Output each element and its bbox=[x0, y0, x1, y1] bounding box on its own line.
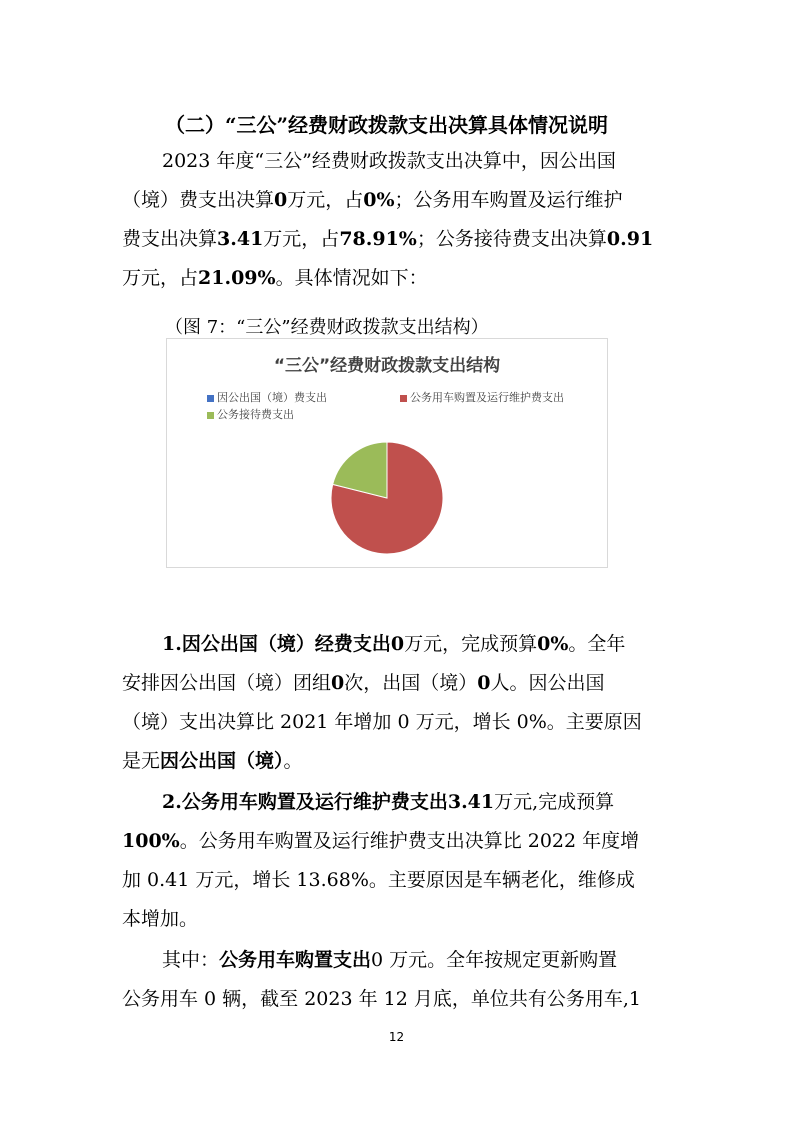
p1-text: 。全年 bbox=[568, 633, 626, 655]
intro-text: ；公务接待费支出决算 bbox=[416, 228, 607, 250]
p2-text: 。公务用车购置及运行维护费支出决算比 2022 年度增 bbox=[179, 830, 640, 852]
p1-text: 安排因公出国（境）团组 bbox=[122, 672, 332, 694]
p1-text: 人。因公出国 bbox=[490, 672, 605, 694]
p1-text: （境）支出决算比 2021 年增加 0 万元，增长 0%。主要原因 bbox=[122, 711, 642, 733]
p1-line-4 bbox=[122, 749, 674, 773]
intro-text: 。具体情况如下： bbox=[275, 267, 428, 289]
intro-value: 3.41 bbox=[217, 228, 264, 250]
p1-emphasis: 因公出国（境） bbox=[160, 750, 284, 772]
p2-text: 本增加。 bbox=[122, 908, 199, 930]
intro-text: 万元，占 bbox=[287, 189, 364, 211]
p2-text: 加 0.41 万元，增长 13.68%。主要原因是车辆老化，维修成 bbox=[122, 869, 635, 891]
p1-line-1 bbox=[162, 632, 674, 656]
p2-value: 100% bbox=[122, 830, 180, 852]
p1-heading: 1.因公出国（境）经费支出 bbox=[162, 633, 391, 655]
p2-text: 万元,完成预算 bbox=[494, 791, 615, 813]
p1-text: 是无 bbox=[122, 750, 161, 772]
section-heading: （二）“三公”经费财政拨款支出决算具体情况说明 bbox=[165, 113, 609, 137]
p1-value: 0 bbox=[331, 672, 345, 694]
p3-text: 其中： bbox=[162, 949, 220, 971]
intro-line-3 bbox=[122, 227, 674, 251]
p2-line-3 bbox=[122, 868, 674, 892]
intro-value: 21.09% bbox=[198, 267, 276, 289]
legend-label: 公务用车购置及运行维护费支出 bbox=[410, 391, 564, 404]
p3-text: 公务用车 0 辆，截至 2023 年 12 月底，单位共有公务用车,1 bbox=[122, 988, 641, 1010]
p1-line-2 bbox=[122, 671, 674, 695]
intro-text: ；公务用车购置及运行维护 bbox=[394, 189, 623, 211]
p1-value: 0 bbox=[477, 672, 491, 694]
intro-text: 万元，占 bbox=[263, 228, 340, 250]
p3-line-1 bbox=[162, 948, 674, 972]
intro-line-4 bbox=[122, 266, 674, 290]
p2-value: 3.41 bbox=[447, 791, 495, 813]
p1-value: 0 bbox=[390, 633, 405, 655]
p3-text: 0 万元。全年按规定更新购置 bbox=[371, 949, 618, 971]
p2-line-4 bbox=[122, 907, 674, 931]
intro-text: （境）费支出决算 bbox=[122, 189, 275, 211]
p1-line-3 bbox=[122, 710, 674, 734]
p2-line-1 bbox=[162, 790, 674, 814]
intro-line-2 bbox=[122, 188, 674, 212]
p2-heading: 2.公务用车购置及运行维护费支出 bbox=[162, 791, 448, 813]
intro-value: 0 bbox=[274, 189, 288, 211]
p1-text: 。 bbox=[283, 750, 303, 772]
intro-value: 78.91% bbox=[339, 228, 417, 250]
legend-label: 因公出国（境）费支出 bbox=[217, 391, 327, 404]
p1-text: 万元，完成预算 bbox=[404, 633, 538, 655]
pie-chart bbox=[166, 338, 608, 568]
chart-title: “三公”经费财政拨款支出结构 bbox=[273, 356, 501, 376]
intro-value: 0% bbox=[363, 189, 395, 211]
intro-text: 2023 年度“三公”经费财政拨款支出决算中，因公出国 bbox=[162, 150, 616, 172]
figure-caption: （图 7：“三公”经费财政拨款支出结构） bbox=[165, 317, 489, 338]
p3-emphasis: 公务用车购置支出 bbox=[219, 949, 372, 971]
intro-value: 0.91 bbox=[606, 228, 654, 250]
intro-text: 万元，占 bbox=[122, 267, 199, 289]
p1-value: 0% bbox=[537, 633, 569, 655]
legend-label: 公务接待费支出 bbox=[217, 408, 294, 421]
p2-line-2 bbox=[122, 829, 674, 853]
pie-svg bbox=[167, 339, 609, 569]
intro-text: 费支出决算 bbox=[122, 228, 218, 250]
page-number: 12 bbox=[388, 1030, 405, 1044]
intro-line-1 bbox=[162, 149, 674, 173]
p1-text: 次，出国（境） bbox=[344, 672, 478, 694]
p3-line-2 bbox=[122, 987, 674, 1011]
